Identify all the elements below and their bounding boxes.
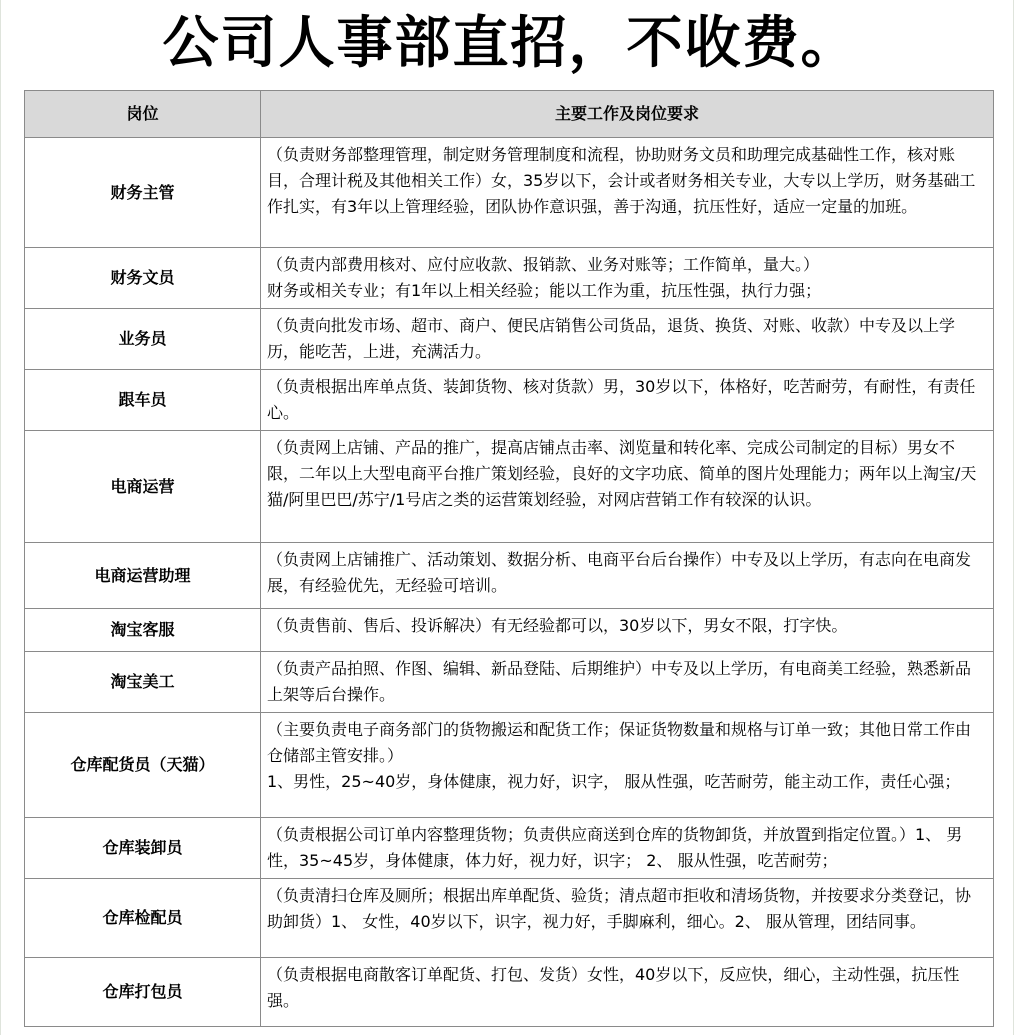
requirements-cell: （负责网上店铺、产品的推广，提高店铺点击率、浏览量和转化率、完成公司制定的目标）男女不限，二年以上大型电商平台推广策划经验，良好的文字功底、简单的图片处理能力；两年以上淘宝/天猫/阿里巴巴/苏宁/1号店之类的运营策划经验，对网店营销工作有较深的认识。 [261,431,994,543]
table-row [25,309,994,370]
position-cell: 仓库配货员（天猫） [25,713,261,818]
table-row [25,370,994,431]
job-table [24,90,994,1027]
position-cell: 淘宝客服 [25,609,261,652]
grid-line [0,0,1,1035]
position-cell: 仓库打包员 [25,958,261,1027]
table-row [25,879,994,958]
table-row [25,818,994,879]
table-row [25,248,994,309]
position-cell: 跟车员 [25,370,261,431]
table-row [25,652,994,713]
header-requirements: 主要工作及岗位要求 [261,91,994,138]
table-header-row [25,91,994,138]
requirements-cell [261,248,994,309]
table-row [25,543,994,609]
requirements-cell: （负责根据公司订单内容整理货物；负责供应商送到仓库的货物卸货，并放置到指定位置。）1、 男性，35~45岁，身体健康，体力好，视力好，识字； 2、 服从性强，吃苦耐劳； [261,818,994,879]
requirements-cell: （负责清扫仓库及厕所；根据出库单配货、验货；清点超市拒收和清场货物，并按要求分类登记，协助卸货）1、 女性，40岁以下，识字，视力好，手脚麻利，细心。2、 服从管理，团结同事。 [261,879,994,958]
requirements-text: （主要负责电子商务部门的货物搬运和配货工作；保证货物数量和规格与订单一致；其他日常工作由仓储部主管安排。） 1、男性，25~40岁，身体健康，视力好，识字， 服从性强，吃苦耐劳，能主动工作，责任心强； [267,720,972,791]
position-cell: 淘宝美工 [25,652,261,713]
requirements-cell: （负责产品拍照、作图、编辑、新品登陆、后期维护）中专及以上学历，有电商美工经验，熟悉新品上架等后台操作。 [261,652,994,713]
grid-line [1013,0,1014,1035]
position-cell: 仓库装卸员 [25,818,261,879]
table-row [25,609,994,652]
page-title: 公司人事部直招，不收费。 [162,11,859,76]
requirements-text: （负责内部费用核对、应付应收款、报销款、业务对账等；工作简单，量大。） 财务或相关专业；有1年以上相关经验；能以工作为重，抗压性强，执行力强； [267,255,822,300]
requirements-cell: （负责网上店铺推广、活动策划、数据分析、电商平台后台操作）中专及以上学历，有志向在电商发展，有经验优先，无经验可培训。 [261,543,994,609]
requirements-cell: （负责财务部整理管理，制定财务管理制度和流程，协助财务文员和助理完成基础性工作，核对账目，合理计税及其他相关工作）女，35岁以下，会计或者财务相关专业，大专以上学历，财务基础工作扎实，有3年以上管理经验，团队协作意识强，善于沟通，抗压性好，适应一定量的加班。 [261,138,994,248]
requirements-cell: （负责向批发市场、超市、商户、便民店销售公司货品，退货、换货、对账、收款）中专及以上学历，能吃苦，上进，充满活力。 [261,309,994,370]
header-position: 岗位 [25,91,261,138]
requirements-cell: （负责根据出库单点货、装卸货物、核对货款）男，30岁以下，体格好，吃苦耐劳，有耐性，有责任心。 [261,370,994,431]
table-row [25,138,994,248]
position-cell: 财务文员 [25,248,261,309]
position-cell: 财务主管 [25,138,261,248]
table-row [25,713,994,818]
requirements-cell [261,713,994,818]
position-cell: 仓库检配员 [25,879,261,958]
position-cell: 电商运营助理 [25,543,261,609]
position-cell: 业务员 [25,309,261,370]
requirements-cell: （负责售前、售后、投诉解决）有无经验都可以，30岁以下，男女不限，打字快。 [261,609,994,652]
table-row [25,958,994,1027]
requirements-cell: （负责根据电商散客订单配货、打包、发货）女性，40岁以下，反应快，细心，主动性强，抗压性强。 [261,958,994,1027]
position-cell: 电商运营 [25,431,261,543]
table-row [25,431,994,543]
